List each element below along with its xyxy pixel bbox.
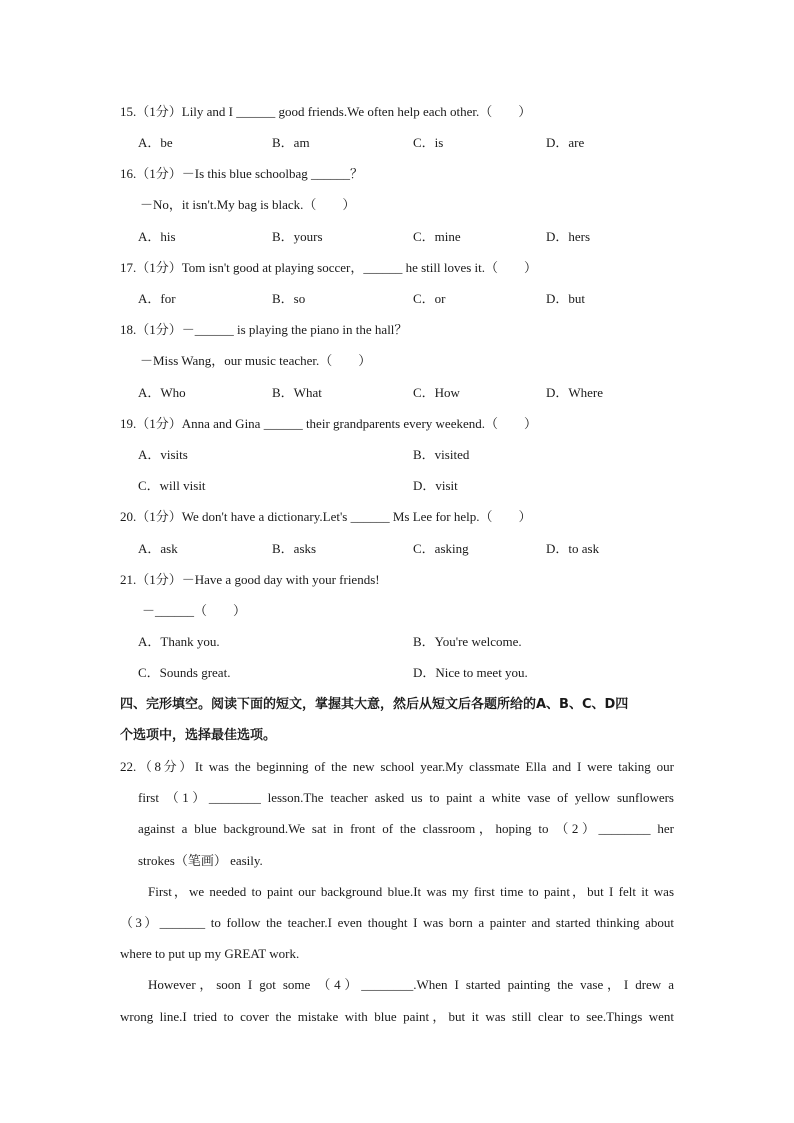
question-19-option-a: A．visits xyxy=(138,447,188,462)
question-20-option-a: A．ask xyxy=(138,541,178,556)
question-17-option-d: D．but xyxy=(546,291,586,306)
question-15-option-c: C．is xyxy=(413,135,444,150)
question-19-option-b: B．visited xyxy=(413,447,470,462)
question-15-stem: 15.（1分）Lily and I ______ good friends.We often help each other.（ ） xyxy=(120,104,532,119)
question-18-option-a: A．Who xyxy=(138,385,186,400)
section-title-line-1: 四、完形填空。阅读下面的短文，掌握其大意，然后从短文后各题所给的A、B、C、D四 xyxy=(120,697,629,712)
question-15-option-d: D．are xyxy=(546,135,585,150)
question-18-option-d: D．Where xyxy=(546,385,604,400)
question-17-option-a: A．for xyxy=(138,291,176,306)
question-21-option-d: D．Nice to meet you. xyxy=(413,665,528,680)
passage-line-9: wrong line.I tried to cover the mistake with blue paint，but it was still clear to see.Things went xyxy=(120,1009,674,1024)
question-16-option-a: A．his xyxy=(138,229,176,244)
question-20-option-c: C．asking xyxy=(413,541,469,556)
section-title-line-2: 个选项中，选择最佳选项。 xyxy=(120,728,277,743)
question-16-stem: 16.（1分）－Is this blue schoolbag ______？ xyxy=(120,166,364,181)
question-21-option-b: B．You're welcome. xyxy=(413,634,522,649)
passage-line-5: First，we needed to paint our background blue.It was my first time to paint，but I felt it was xyxy=(148,884,674,899)
question-18-option-b: B．What xyxy=(272,385,322,400)
question-18-option-c: C．How xyxy=(413,385,460,400)
passage-line-3: against a blue background.We sat in front of the classroom，hoping to （2）________ her xyxy=(138,821,674,836)
question-17-stem: 17.（1分）Tom isn't good at playing soccer，______ he still loves it.（ ） xyxy=(120,260,538,275)
question-18-reply: －Miss Wang，our music teacher.（ ） xyxy=(140,353,372,368)
question-16-option-c: C．mine xyxy=(413,229,461,244)
passage-line-1: 22.（8分）It was the beginning of the new school year.My classmate Ella and I were taking our xyxy=(120,759,674,774)
question-16-option-b: B．yours xyxy=(272,229,323,244)
passage-line-2: first （1）________ lesson.The teacher asked us to paint a white vase of yellow sunflowers xyxy=(138,790,674,805)
question-20-stem: 20.（1分）We don't have a dictionary.Let's ______ Ms Lee for help.（ ） xyxy=(120,509,532,524)
question-21-option-c: C．Sounds great. xyxy=(138,665,231,680)
passage-line-8: However，soon I got some （4）________.When I started painting the vase，I drew a xyxy=(148,977,674,992)
passage-line-6: （3）_______ to follow the teacher.I even thought I was born a painter and started thinking about xyxy=(120,915,674,930)
question-19-option-d: D．visit xyxy=(413,478,458,493)
question-17-option-b: B．so xyxy=(272,291,306,306)
passage-line-4: strokes（笔画） easily. xyxy=(138,853,263,868)
question-18-stem: 18.（1分）－______ is playing the piano in the hall？ xyxy=(120,322,408,337)
passage-line-7: where to put up my GREAT work. xyxy=(120,946,300,961)
question-15-option-a: A．be xyxy=(138,135,173,150)
question-16-reply: －No，it isn't.My bag is black.（ ） xyxy=(140,197,356,212)
question-21-option-a: A．Thank you. xyxy=(138,634,220,649)
question-21-reply: －______（ ） xyxy=(142,603,247,618)
question-20-option-d: D．to ask xyxy=(546,541,600,556)
question-16-option-d: D．hers xyxy=(546,229,591,244)
question-20-option-b: B．asks xyxy=(272,541,317,556)
question-19-option-c: C．will visit xyxy=(138,478,206,493)
question-19-stem: 19.（1分）Anna and Gina ______ their grandparents every weekend.（ ） xyxy=(120,416,537,431)
question-15-option-b: B．am xyxy=(272,135,310,150)
question-17-option-c: C．or xyxy=(413,291,446,306)
question-21-stem: 21.（1分）－Have a good day with your friends! xyxy=(120,572,380,587)
